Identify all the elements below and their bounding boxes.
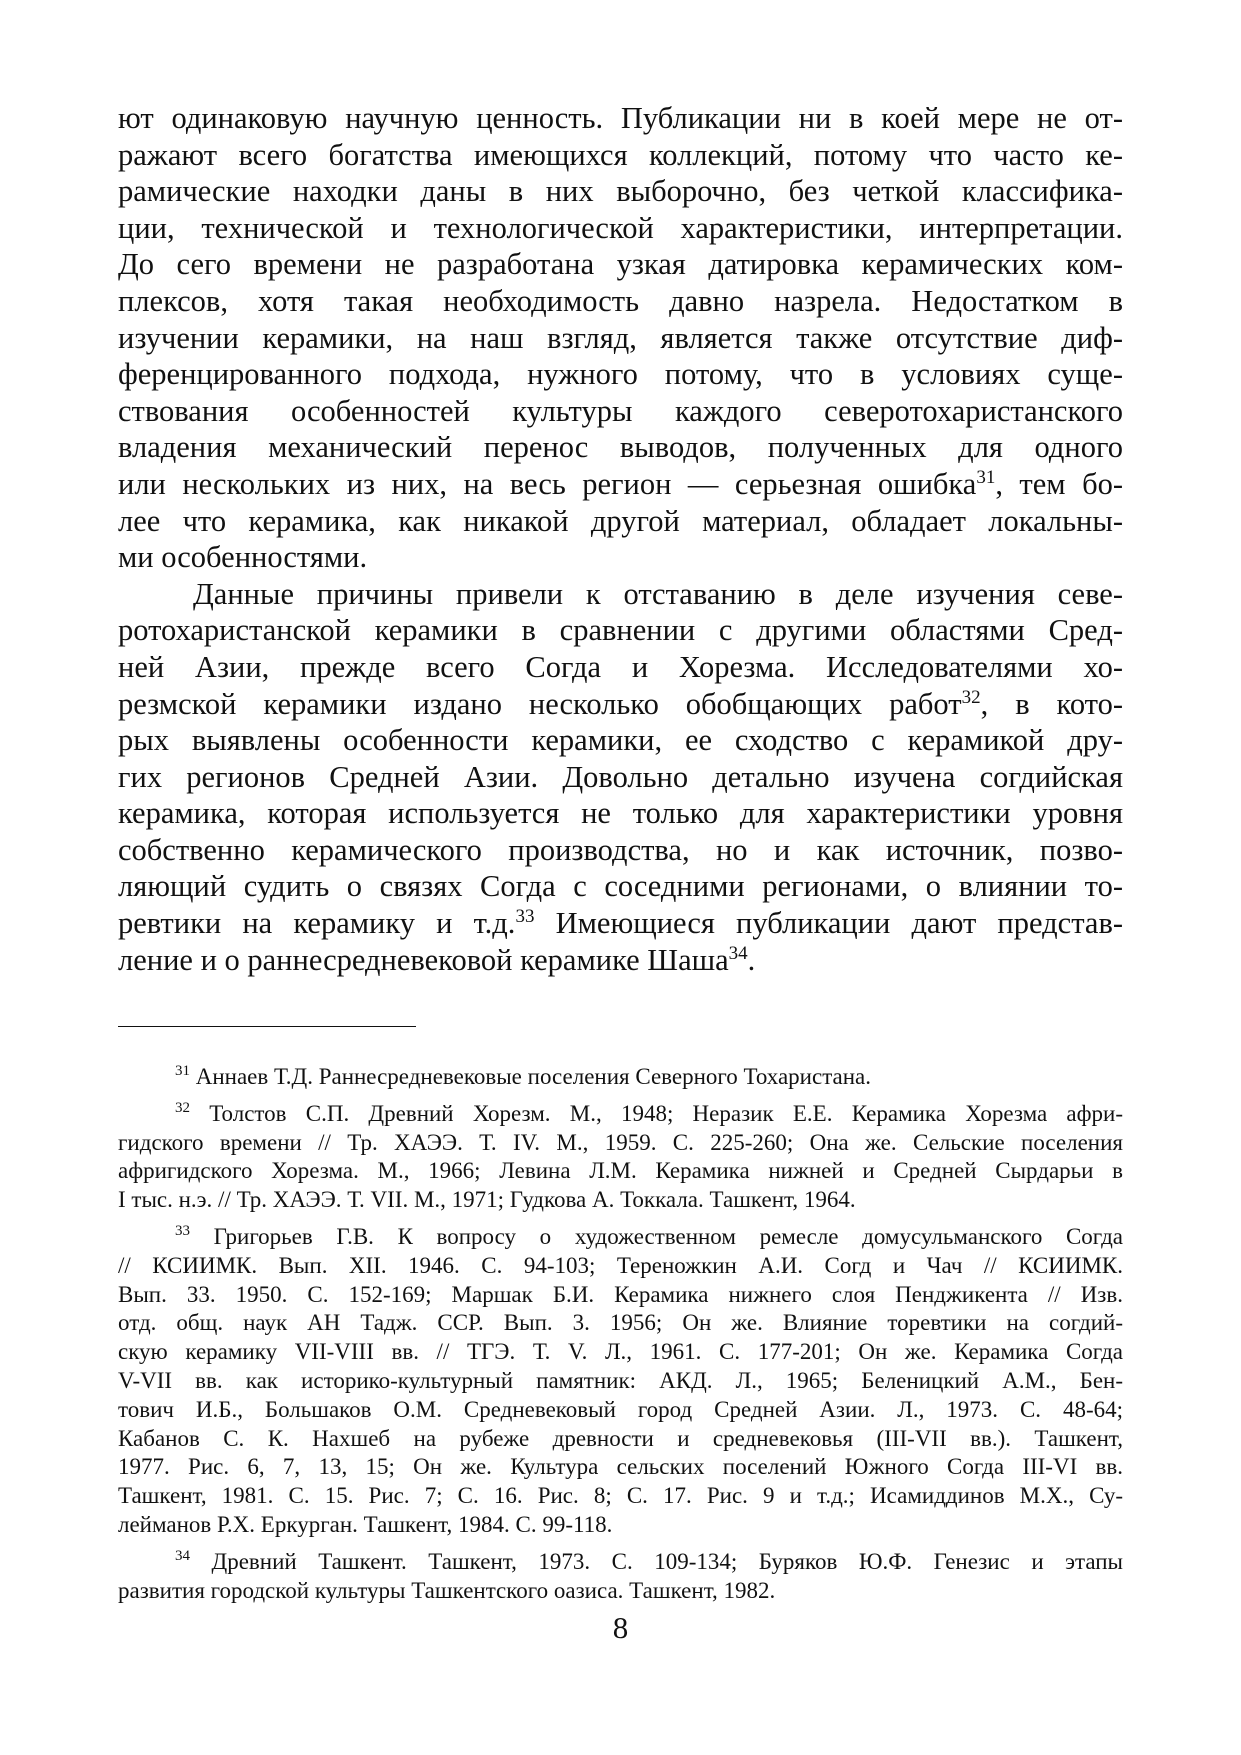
footnote-line: развития городской культуры Ташкентского оазиса. Ташкент, 1982. [118, 1577, 776, 1603]
text-line-with-footnote-ref [118, 905, 1123, 942]
footnote-line: отд. общ. наук АН Тадж. ССР. Вып. 3. 1956; Он же. Влияние торевтики на согдий- [118, 1310, 1123, 1336]
footnote-text: Толстов С.П. Древний Хорезм. М., 1948; Неразик Е.Е. Керамика Хорезма афри- [209, 1100, 1124, 1126]
footnote-31 [118, 1063, 1123, 1092]
footnote-line [118, 1063, 1123, 1092]
text-line: керамика, которая используется не только для характеристики уровня [118, 796, 1123, 831]
text-segment: . [747, 942, 756, 977]
text-segment: ревтики на керамику и т.д. [118, 906, 516, 941]
footnote-ref-31[interactable]: 31 [976, 466, 996, 488]
text-segment: Имеющиеся публикации дают представ- [534, 906, 1123, 941]
footnote-separator [118, 1026, 416, 1027]
footnotes [118, 1063, 1123, 1605]
text-line: ми особенностями. [118, 540, 368, 575]
text-segment: , в кото- [980, 686, 1124, 721]
text-segment: ление и о раннесредневековой керамике Шаша [118, 942, 729, 977]
footnote-33 [118, 1223, 1123, 1540]
text-line-with-footnote-ref [118, 466, 1123, 503]
text-line: ражают всего богатства имеющихся коллекций, потому что часто ке- [118, 137, 1123, 172]
paragraph-2 [118, 576, 1123, 979]
text-line: До сего времени не разработана узкая датировка керамических ком- [118, 247, 1123, 282]
footnote-34 [118, 1548, 1123, 1606]
footnote-gap [118, 1540, 1123, 1548]
text-line: ротохаристанской керамики в сравнении с другими областями Сред- [118, 613, 1123, 648]
footnote-gap [118, 1215, 1123, 1223]
text-line-with-footnote-ref [118, 686, 1123, 723]
footnote-line [118, 1223, 1123, 1252]
footnote-line: Ташкент, 1981. С. 15. Рис. 7; С. 16. Рис. 8; С. 17. Рис. 9 и т.д.; Исамиддинов М.Х., Су- [118, 1483, 1123, 1509]
text-line-with-footnote-ref [118, 942, 1123, 979]
footnote-line [118, 1548, 1123, 1577]
text-segment: или нескольких из них, на весь регион — серьезная ошибка [118, 466, 977, 501]
page-body [118, 100, 1123, 978]
text-line: ференцированного подхода, нужного потому, что в условиях суще- [118, 357, 1123, 392]
footnote-line [118, 1100, 1123, 1129]
text-line: ции, технической и технологической характеристики, интерпретации. [118, 210, 1123, 245]
text-segment: резмской керамики издано несколько обобщающих работ [118, 686, 962, 721]
text-line: ней Азии, прежде всего Согда и Хорезма. Исследователями хо- [118, 649, 1123, 684]
text-line: Данные причины привели к отставанию в деле изучения севе- [193, 576, 1123, 611]
footnote-text: Аннаев Т.Д. Раннесредневековые поселения Северного Тохаристана. [195, 1064, 872, 1089]
text-line: плексов, хотя такая необходимость давно назрела. Недостатком в [118, 283, 1123, 318]
footnote-line: // КСИИМК. Вып. XII. 1946. С. 94-103; Тереножкин А.И. Согд и Чач // КСИИМК. [118, 1252, 1123, 1278]
footnote-number: 32 [175, 1099, 190, 1116]
text-line: собственно керамического производства, но и как источник, позво- [118, 832, 1123, 867]
footnote-number: 34 [175, 1547, 190, 1564]
footnote-line: Вып. 33. 1950. С. 152-169; Маршак Б.И. Керамика нижнего слоя Пенджикента // Изв. [118, 1281, 1123, 1307]
text-segment: , тем бо- [995, 466, 1123, 501]
text-line: рых выявлены особенности керамики, ее сходство с керамикой дру- [118, 723, 1123, 758]
text-line: лее что керамика, как никакой другой материал, обладает локальны- [118, 503, 1123, 538]
footnote-32 [118, 1100, 1123, 1215]
text-line: ют одинаковую научную ценность. Публикации ни в коей мере не от- [118, 101, 1123, 135]
footnote-text: Григорьев Г.В. К вопросу о художественном ремесле домусульманского Согда [213, 1223, 1124, 1249]
footnote-line: гидского времени // Тр. ХАЭЭ. Т. IV. М., 1959. С. 225-260; Она же. Сельские поселения [118, 1129, 1123, 1155]
footnote-line: V-VII вв. как историко-культурный памятник: АКД. Л., 1965; Беленицкий А.М., Бен- [118, 1367, 1123, 1393]
footnote-line: Кабанов С. К. Нахшеб на рубеже древности и средневековья (III-VII вв.). Ташкент, [118, 1425, 1123, 1451]
footnote-text: Древний Ташкент. Ташкент, 1973. С. 109-134; Буряков Ю.Ф. Генезис и этапы [211, 1548, 1124, 1574]
footnote-number: 31 [175, 1063, 190, 1079]
footnote-number: 33 [175, 1222, 190, 1239]
text-line: изучении керамики, на наш взгляд, является также отсутствие диф- [118, 320, 1123, 355]
text-line: рамические находки даны в них выборочно, без четкой классифика- [118, 174, 1123, 209]
footnote-line: афригидского Хорезма. М., 1966; Левина Л.М. Керамика нижней и Средней Сырдарьи в [118, 1158, 1123, 1184]
footnote-ref-33[interactable]: 33 [515, 906, 535, 928]
paragraph-1 [118, 100, 1123, 576]
footnote-line: скую керамику VII-VIII вв. // ТГЭ. Т. V. Л., 1961. С. 177-201; Он же. Керамика Согда [118, 1339, 1123, 1365]
text-line: ляющий судить о связях Согда с соседними регионами, о влиянии то- [118, 869, 1123, 904]
footnote-line: тович И.Б., Большаков О.М. Средневековый город Средней Азии. Л., 1973. С. 48-64; [118, 1396, 1123, 1422]
text-line: гих регионов Средней Азии. Довольно детально изучена согдийская [118, 759, 1123, 794]
footnote-line: I тыс. н.э. // Тр. ХАЭЭ. Т. VII. М., 1971; Гудкова А. Токкала. Ташкент, 1964. [118, 1187, 856, 1213]
footnote-gap [118, 1092, 1123, 1100]
text-line: ствования особенностей культуры каждого северотохаристанского [118, 393, 1123, 428]
footnote-line: лейманов Р.Х. Еркурган. Ташкент, 1984. С. 99-118. [118, 1511, 613, 1537]
footnote-ref-32[interactable]: 32 [961, 686, 981, 708]
page-number: 8 [612, 1610, 629, 1645]
footnote-line: 1977. Рис. 6, 7, 13, 15; Он же. Культура сельских поселений Южного Согда III-VI вв. [118, 1454, 1123, 1480]
footnote-ref-34[interactable]: 34 [728, 942, 748, 964]
text-line: владения механический перенос выводов, полученных для одного [118, 430, 1123, 465]
